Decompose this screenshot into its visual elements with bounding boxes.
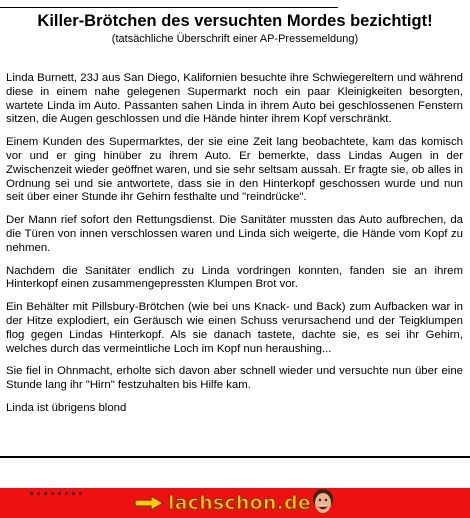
article-paragraph: Ein Behälter mit Pillsbury-Brötchen (wie bei uns Knack- und Back) zum Aufbacken war in der Hitze explodiert, ein Geräusch wie einen Schuss verursachend und der Teigklumpen flog gegen Lindas Hinterkopf. Als sie danach tastete, dachte sie, es sei ihr Gehirn, welches durch das vermeintliche Loch im Kopf nun heraushing...: [6, 301, 463, 355]
bottom-divider: [0, 456, 470, 458]
article-body: [6, 72, 463, 416]
banner-decoration: [30, 492, 82, 495]
page-subtitle: (tatsächliche Überschrift einer AP-Pressemeldung): [111, 33, 359, 45]
arrow-right-icon: [134, 495, 164, 511]
page-title: Killer-Brötchen des versuchten Mordes bezichtigt!: [37, 12, 433, 30]
article-paragraph: Linda Burnett, 23J aus San Diego, Kalifornien besuchte ihre Schwiegereltern und während diese in einem nahe gelegenen Supermarkt noch ein paar Kleinigkeiten besorgten, wartete Linda im Auto. Passanten sahen Linda in ihrem Auto bei geschlossenen Fenstern sitzen, die Augen geschlossen und die Hände hinter ihrem Kopf verschränkt.: [6, 72, 463, 126]
top-divider: [0, 7, 338, 8]
brand-logo[interactable]: lachschon.de: [168, 492, 311, 514]
article-paragraph: Nachdem die Sanitäter endlich zu Linda vordringen konnten, fanden sie an ihrem Hinterkopf einen zusammengepressten Klumpen Brot vor.: [6, 264, 463, 291]
article-paragraph: Der Mann rief sofort den Rettungsdienst. Die Sanitäter mussten das Auto aufbrechen, da die Türen von innen verschlossen waren und Linda sich weigerte, die Hände vom Kopf zu nehmen.: [6, 214, 463, 254]
article-paragraph: Sie fiel in Ohnmacht, erholte sich davon aber schnell wieder und versuchte nun über eine Stunde lang ihr "Hirn" festzuhalten bis Hilfe kam.: [6, 365, 463, 392]
article-paragraph: Linda ist übrigens blond: [6, 401, 127, 414]
article-paragraph: Einem Kunden des Supermarktes, der sie eine Zeit lang beobachtete, kam das komisch vor und er ging hinüber zu ihrem Auto. Er bemerkte, dass Lindas Augen in der Zwischenzeit wieder geöffnet waren, und sie sehr seltsam aussah. Er fragte sie, ob alles in Ordnung sei und sie antwortete, dass sie in den Hinterkopf geschossen wurde und nun seit über einer Stunde ihr Gehirn festhalte und "reindrücke".: [6, 136, 463, 204]
brand-banner[interactable]: [0, 488, 470, 518]
laughing-face-icon: [310, 488, 336, 518]
